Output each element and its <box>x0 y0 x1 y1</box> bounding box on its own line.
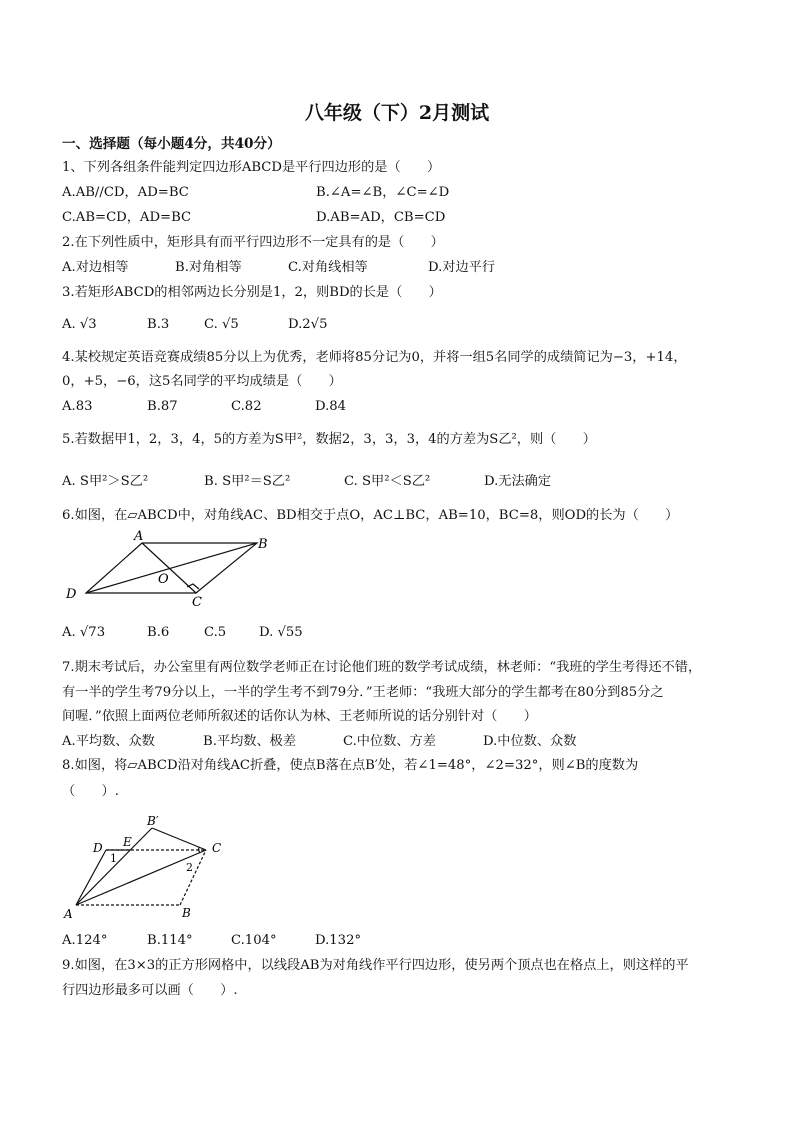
question-7-stem-line3: 间喔．”依照上面两位老师所叙述的话你认为林、王老师所说的话分别针对（ ） <box>62 709 537 724</box>
q3-option-c: C. √5 <box>204 317 239 332</box>
q4-option-d: D.84 <box>315 399 347 414</box>
angle-2-label: 2 <box>186 861 193 874</box>
q5-option-c: C. S甲²＜S乙² <box>344 474 431 489</box>
label-d: D <box>93 841 103 855</box>
q5-option-b: B. S甲²＝S乙² <box>204 474 291 489</box>
q4-option-a: A.83 <box>62 399 93 414</box>
q1-option-b: B.∠A=∠B，∠C=∠D <box>316 185 450 200</box>
q8-option-c: C.104° <box>231 933 277 948</box>
label-a: A <box>134 529 144 544</box>
label-c: C <box>192 595 202 610</box>
label-c: C <box>212 841 222 855</box>
diagonal-ac <box>76 850 206 905</box>
section-heading: 一、选择题（每小题4分，共40分） <box>62 136 281 152</box>
q2-option-c: C.对角线相等 <box>288 260 368 275</box>
diagonal-ac <box>142 543 196 593</box>
label-b: B <box>258 537 268 552</box>
label-d: D <box>66 587 77 602</box>
q8-option-b: B.114° <box>147 933 193 948</box>
edge-bc-dashed <box>180 850 206 905</box>
parallelogram-figure-q6 <box>60 528 290 610</box>
q5-option-a: A. S甲²＞S乙² <box>62 474 149 489</box>
edge-ad <box>76 850 106 905</box>
q1-option-d: D.AB=AD，CB=CD <box>316 210 446 225</box>
question-8-stem-line1: 8.如图，将▱ABCD沿对角线AC折叠，使点B落在点B′处，若∠1=48°，∠2=32°，则∠B的度数为 <box>62 758 639 773</box>
q6-option-c: C.5 <box>204 625 227 640</box>
question-7-stem-line2: 有一半的学生考79分以上，一半的学生考不到79分．”王老师：“我班大部分的学生都考在80分到85分之 <box>62 685 664 700</box>
q7-option-d: D.中位数、众数 <box>483 734 577 749</box>
q2-option-d: D.对边平行 <box>428 260 496 275</box>
q6-option-d: D. √55 <box>259 625 303 640</box>
question-8-stem-line2: （ ）. <box>62 784 119 799</box>
question-7-stem-line1: 7.期末考试后，办公室里有两位数学老师正在讨论他们班的数学考试成绩，林老师：“我班的学生考得还不错， <box>62 660 702 675</box>
question-4-stem-line1: 4.某校规定英语竞赛成绩85分以上为优秀，老师将85分记为0，并将一组5名同学的成绩简记为−3，+14， <box>62 350 687 365</box>
question-9-stem-line2: 行四边形最多可以画（ ）. <box>62 983 238 998</box>
question-4-stem-line2: 0，+5，−6，这5名同学的平均成绩是（ ） <box>62 374 342 389</box>
question-6-stem: 6.如图，在▱ABCD中，对角线AC、BD相交于点O，AC⊥BC，AB=10，BC=8，则OD的长为（ ） <box>62 508 679 523</box>
label-a: A <box>64 907 73 920</box>
q3-option-d: D.2√5 <box>288 317 328 332</box>
q1-option-c: C.AB=CD，AD=BC <box>62 210 192 225</box>
q8-option-a: A.124° <box>62 933 108 948</box>
q4-option-b: B.87 <box>147 399 178 414</box>
edge-ab-prime <box>76 828 152 905</box>
q5-option-d: D.无法确定 <box>484 474 552 489</box>
q7-option-c: C.中位数、方差 <box>343 734 436 749</box>
page-title: 八年级（下）2月测试 <box>304 102 490 124</box>
q3-option-a: A. √3 <box>62 317 97 332</box>
q7-option-a: A.平均数、众数 <box>62 734 155 749</box>
q2-option-b: B.对角相等 <box>175 260 242 275</box>
question-5-stem: 5.若数据甲1，2，3，4，5的方差为S甲²，数据2，3，3，3，4的方差为S乙²，则（ ） <box>62 432 596 447</box>
q6-option-b: B.6 <box>147 625 170 640</box>
q2-option-a: A.对边相等 <box>62 260 129 275</box>
diagonal-bd <box>86 543 257 593</box>
label-o: O <box>158 572 169 587</box>
q7-option-b: B.平均数、极差 <box>203 734 297 749</box>
angle-1-label: 1 <box>110 852 117 865</box>
question-9-stem-line1: 9.如图，在3×3的正方形网格中，以线段AB为对角线作平行四边形，使另两个顶点也在格点上，则这样的平 <box>62 958 689 973</box>
q8-option-d: D.132° <box>315 933 362 948</box>
right-angle-mark <box>187 584 199 589</box>
q4-option-c: C.82 <box>231 399 262 414</box>
label-b: B <box>182 906 191 920</box>
question-2-stem: 2.在下列性质中，矩形具有而平行四边形不一定具有的是（ ） <box>62 235 444 250</box>
question-3-stem: 3.若矩形ABCD的相邻两边长分别是1，2，则BD的长是（ ） <box>62 285 442 300</box>
label-e: E <box>123 835 132 849</box>
label-b-prime: B′ <box>147 814 159 828</box>
question-1-stem: 1、下列各组条件能判定四边形ABCD是平行四边形的是（ ） <box>62 160 441 175</box>
q6-option-a: A. √73 <box>62 625 106 640</box>
fold-figure-q8 <box>60 810 240 920</box>
edge-b-prime-c <box>152 828 206 850</box>
q3-option-b: B.3 <box>147 317 170 332</box>
q1-option-a: A.AB//CD，AD=BC <box>62 185 189 200</box>
